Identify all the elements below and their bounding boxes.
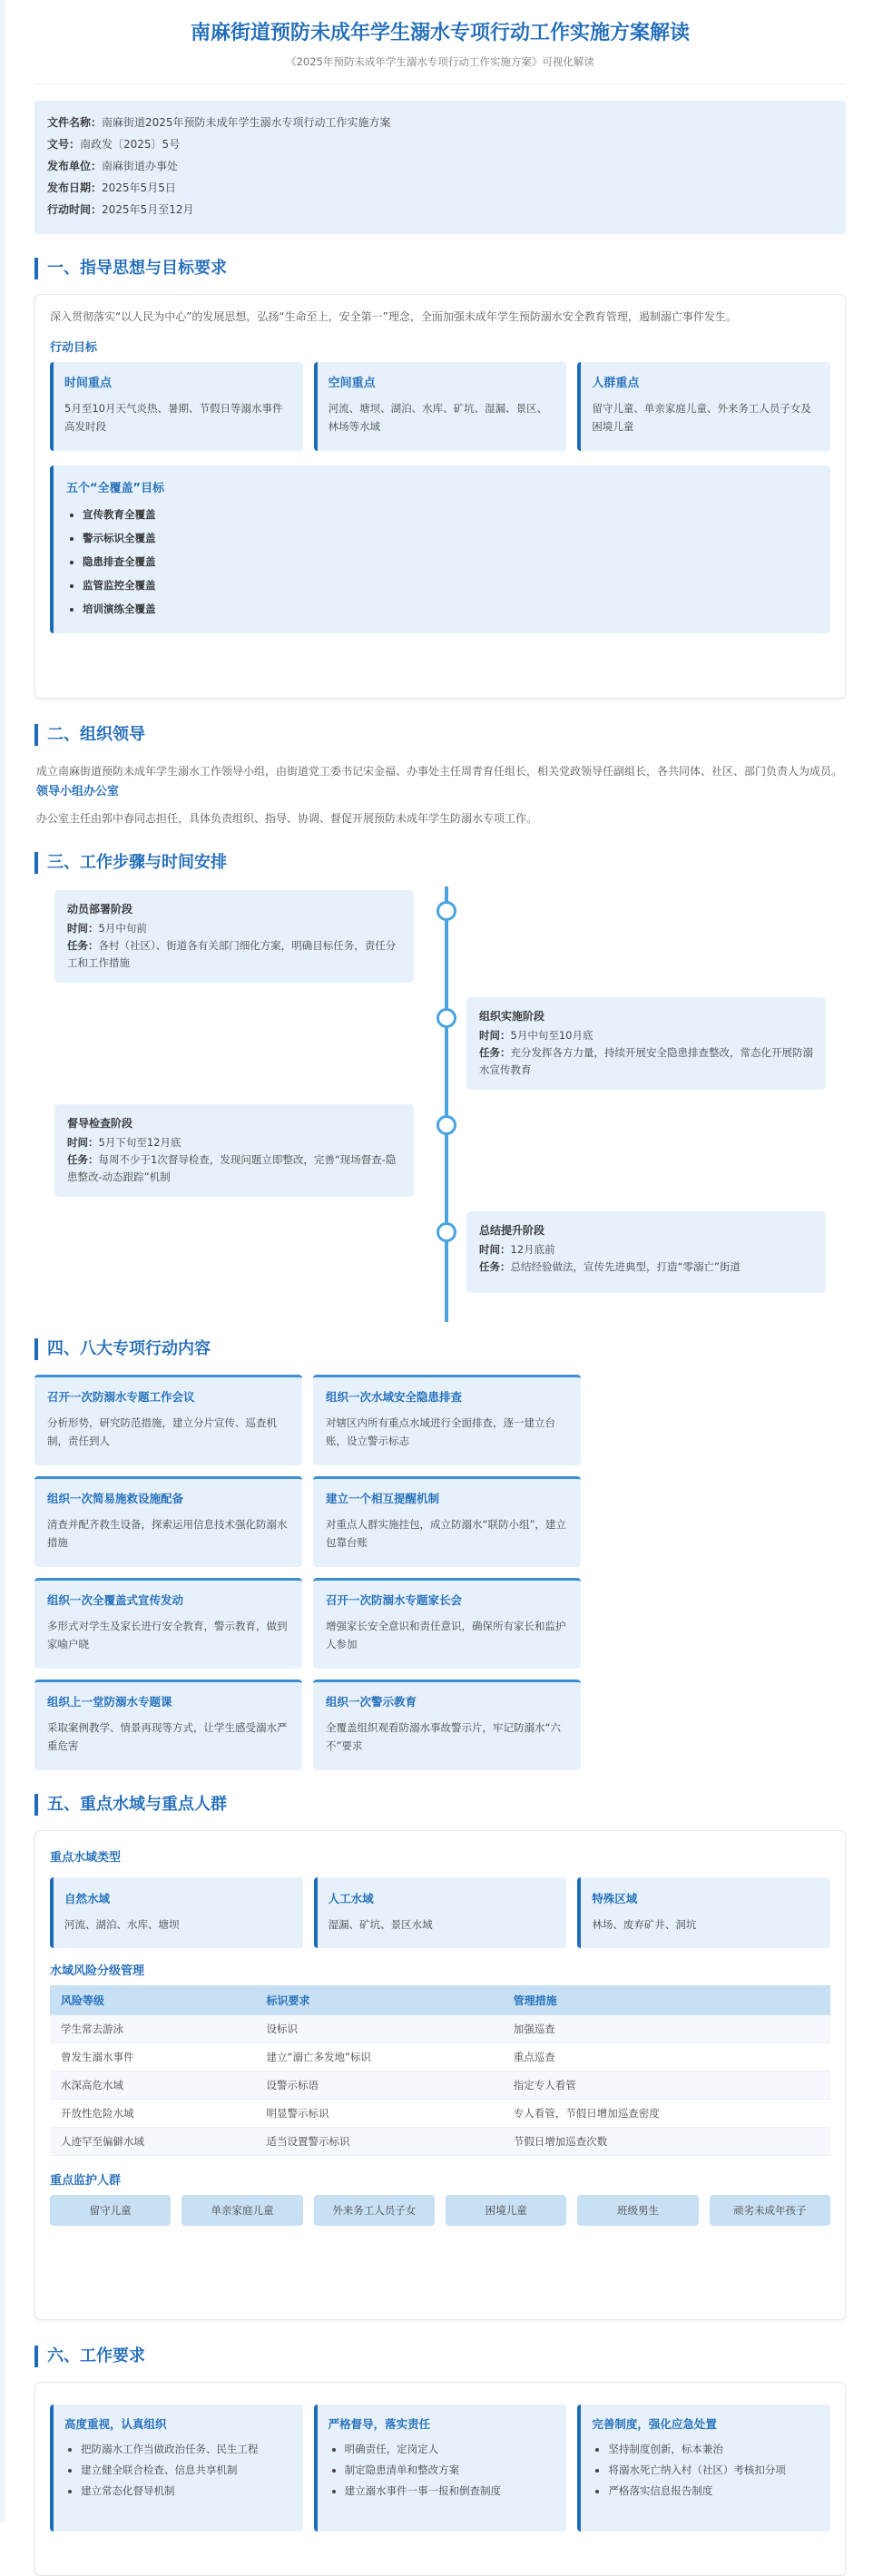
water-box: 自然水域 河流、湖泊、水库、塘坝 <box>50 1877 303 1948</box>
water-box: 特殊区域 林场、废弃矿井、洞坑 <box>577 1877 830 1948</box>
document-info <box>34 101 846 234</box>
people-tag: 单亲家庭儿童 <box>181 2195 302 2226</box>
focus-box: 空间重点 河流、塘坝、湖泊、水库、矿坑、湿漏、景区、林场等水域 <box>314 362 567 451</box>
info-row: 文号：南政发〔2025〕5号 <box>47 138 181 151</box>
list-item: • 宣传教育全覆盖 <box>83 503 818 526</box>
subheading: 水域风险分级管理 <box>50 1964 145 1978</box>
requirement-box: 完善制度，强化应急处置 • 坚持制度创新，标本兼治 • 将溺水死亡纳入村（社区）考核扣分项 • 严格落实信息报告制度 <box>577 2405 830 2532</box>
table-row: 曾发生溺水事件 建立“溺亡多发地”标识 重点巡查 <box>50 2043 830 2072</box>
page-title: 南麻街道预防未成年学生溺水专项行动工作实施方案解读 <box>190 22 690 44</box>
action-card: 召开一次防溺水专题家长会 增强家长安全意识和责任意识，确保所有家长和监护人参加 <box>313 1578 581 1669</box>
risk-table <box>50 1985 830 2156</box>
people-tag: 留守儿童 <box>50 2195 171 2226</box>
subheading: 行动目标 <box>50 341 98 355</box>
action-card: 建立一个相互提醒机制 对重点人群实施挂包，成立防溺水“联防小组”，建立包靠台账 <box>313 1476 581 1567</box>
timeline <box>34 886 846 1322</box>
list-item: • 制定隐患清单和整改方案 <box>345 2460 556 2481</box>
table-header: 风险等级 标识要求 管理措施 <box>50 1985 830 2015</box>
action-card: 组织上一堂防溺水专题课 采取案例教学、情景再现等方式，让学生感受溺水严重危害 <box>34 1680 302 1770</box>
info-row: 文件名称：南麻街道2025年预防未成年学生溺水专项行动工作实施方案 <box>47 116 391 129</box>
list-item: • 建立溺水事件一事一报和倒查制度 <box>345 2481 556 2502</box>
focus-box: 人群重点 留守儿童、单亲家庭儿童、外来务工人员子女及困境儿童 <box>577 362 830 451</box>
action-card: 组织一次警示教育 全覆盖组织观看防溺水事故警示片，牢记防溺水“六不”要求 <box>313 1680 581 1770</box>
timeline-dot <box>436 1008 456 1028</box>
list-item: • 隐患排查全覆盖 <box>83 550 818 573</box>
info-row: 发布日期：2025年5月5日 <box>47 181 176 194</box>
stage-card: 组织实施阶段 时间：5月中旬至10月底 任务：充分发挥各方力量，持续开展安全隐患排查整改，常态化开展防溺水宣传教育 <box>466 997 826 1090</box>
intro-text: 深入贯彻落实“以人民为中心”的发展思想，弘扬“生命至上，安全第一”理念，全面加强未成年学生预防溺水安全教育管理，遏制溺亡事件发生。 <box>50 310 737 323</box>
list-item: • 明确责任，定岗定人 <box>345 2439 556 2460</box>
info-row: 发布单位：南麻街道办事处 <box>47 160 179 172</box>
stage-card: 动员部署阶段 时间：5月中旬前 任务：各村（社区）、街道各有关部门细化方案，明确目标任务，责任分工和工作措施 <box>54 890 414 983</box>
section-title: 五、重点水域与重点人群 <box>34 1794 846 1816</box>
org-text: 成立南麻街道预防未成年学生溺水工作领导小组，由街道党工委书记宋金福、办事处主任周青育任组长，相关党政领导任副组长，各共同体、社区、部门负责人为成员。 <box>36 765 843 778</box>
action-card: 召开一次防溺水专题工作会议 分析形势，研究防范措施，建立分片宣传、巡查机制，责任到人 <box>34 1375 302 1465</box>
table-row: 水深高危水域 设警示标语 指定专人看管 <box>50 2072 830 2100</box>
info-row: 行动时间：2025年5月至12月 <box>47 203 194 216</box>
focus-grid <box>50 362 830 451</box>
section-title: 二、组织领导 <box>34 724 846 746</box>
actions-grid <box>34 1375 846 1770</box>
action-card: 组织一次全覆盖式宣传发动 多形式对学生及家长进行安全教育，警示教育，做到家喻户晓 <box>34 1578 302 1669</box>
goals-box <box>50 465 830 633</box>
timeline-dot <box>436 1222 456 1242</box>
stage-card: 总结提升阶段 时间：12月底前 任务：总结经验做法，宣传先进典型，打造“零溺亡”街道 <box>466 1211 826 1293</box>
water-grid <box>50 1877 830 1948</box>
section-title: 四、八大专项行动内容 <box>34 1338 846 1360</box>
timeline-dot <box>436 1115 456 1135</box>
list-item: • 建立常态化督导机制 <box>81 2481 292 2502</box>
list-item: • 把防溺水工作当做政治任务、民生工程 <box>81 2439 292 2460</box>
people-tag: 外来务工人员子女 <box>314 2195 435 2226</box>
timeline-dot <box>436 901 456 921</box>
list-item: • 严格落实信息报告制度 <box>608 2481 819 2502</box>
subheading: 重点水域类型 <box>50 1851 122 1865</box>
list-item: • 坚持制度创新，标本兼治 <box>608 2439 819 2460</box>
section-card <box>34 294 846 699</box>
stage-card: 督导检查阶段 时间：5月下旬至12月底 任务：每周不少于1次督导检查，发现问题立即整改，完善“现场督查-隐患整改-动态跟踪”机制 <box>54 1104 414 1197</box>
water-box: 人工水域 湿漏、矿坑、景区水域 <box>314 1877 567 1948</box>
list-item: • 建立健全联合检查、信息共享机制 <box>81 2460 292 2481</box>
requirements-grid <box>50 2405 830 2532</box>
action-card: 组织一次简易施救设施配备 清查并配齐救生设备，探索运用信息技术强化防溺水措施 <box>34 1476 302 1567</box>
section-title: 六、工作要求 <box>34 2346 846 2367</box>
requirement-box: 高度重视，认真组织 • 把防溺水工作当做政治任务、民生工程 • 建立健全联合检查、信息共享机制 • 建立常态化督导机制 <box>50 2405 303 2532</box>
requirement-box: 严格督导，落实责任 • 明确责任，定岗定人 • 制定隐患清单和整改方案 • 建立溺水事件一事一报和倒查制度 <box>314 2405 567 2532</box>
list-item: • 警示标识全覆盖 <box>83 526 818 550</box>
people-tags <box>50 2195 830 2226</box>
table-row: 学生常去游泳 设标识 加强巡查 <box>50 2015 830 2043</box>
office-text: 办公室主任由郭中春同志担任，具体负责组织、指导、协调、督促开展预防未成年学生防溺水专项工作。 <box>36 812 538 825</box>
goals-title: 五个“全覆盖”目标 <box>66 482 165 495</box>
people-tag: 困境儿童 <box>446 2195 566 2226</box>
table-row: 开放性危险水域 明显警示标识 专人看管，节假日增加巡查密度 <box>50 2100 830 2128</box>
section-card <box>34 1830 846 2320</box>
subheading: 领导小组办公室 <box>36 785 120 798</box>
section-title: 一、指导思想与目标要求 <box>34 258 846 279</box>
people-tag: 班级男生 <box>577 2195 698 2226</box>
table-row: 人迹罕至偏僻水域 适当设置警示标识 节假日增加巡查次数 <box>50 2128 830 2156</box>
people-tag: 顽劣未成年孩子 <box>710 2195 830 2226</box>
page-header <box>34 16 846 84</box>
org-content <box>34 746 846 828</box>
action-card: 组织一次水域安全隐患排查 对辖区内所有重点水域进行全面排查，逐一建立台账，设立警示标志 <box>313 1375 581 1465</box>
section-card <box>34 2382 846 2576</box>
goals-list <box>66 503 818 621</box>
list-item: • 培训演练全覆盖 <box>83 597 818 621</box>
focus-box: 时间重点 5月至10月天气炎热、暑期、节假日等溺水事件高发时段 <box>50 362 303 451</box>
list-item: • 将溺水死亡纳入村（社区）考核扣分项 <box>608 2460 819 2481</box>
timeline-line <box>445 886 448 1322</box>
list-item: • 监管监控全覆盖 <box>83 573 818 597</box>
page-subtitle: 《2025年预防未成年学生溺水专项行动工作实施方案》可视化解读 <box>286 55 594 68</box>
subheading: 重点监护人群 <box>50 2174 122 2188</box>
section-title: 三、工作步骤与时间安排 <box>34 852 846 874</box>
